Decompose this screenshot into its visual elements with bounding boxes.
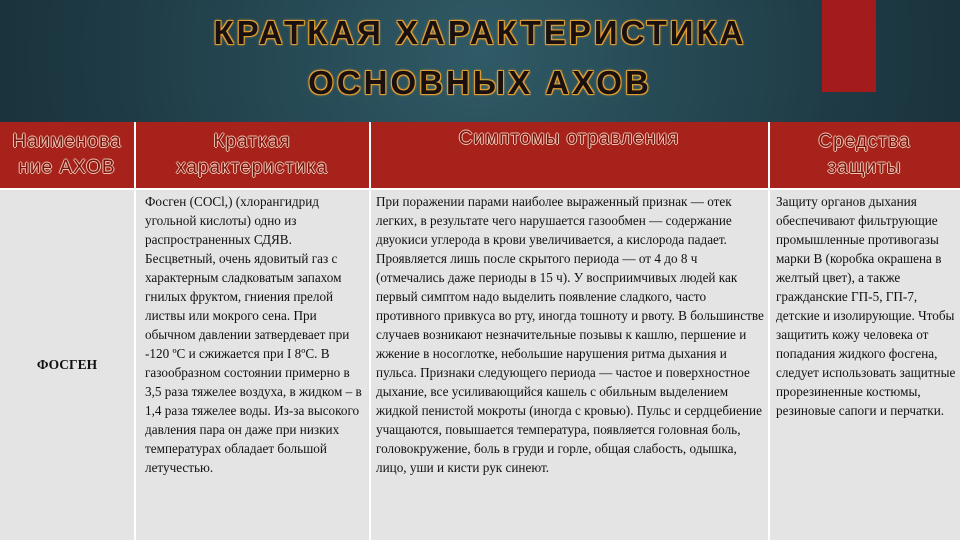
header-characteristic xyxy=(135,122,369,188)
cell-substance-name: ФОСГЕН xyxy=(36,357,98,372)
header-symptoms xyxy=(370,122,768,188)
header-name xyxy=(0,122,134,188)
column-divider xyxy=(134,122,136,540)
column-divider xyxy=(369,122,371,540)
cell-protection: Защиту органов дыхания обеспечивают фильтрующие промышленные противогазы марки В (коробка окрашена в желтый цвет), а также гражданские ГП-5, ГП-7, детские и изолирующие. Чтобы защитить кожу человека от попадания жидкого фосгена, следует использовать защитные прорезиненные костюмы, резиновые сапоги и перчатки. xyxy=(776,194,956,418)
ahov-table xyxy=(0,122,960,540)
header-protection-line2: защиты xyxy=(827,157,902,178)
header-name-line2: ние АХОВ xyxy=(18,157,116,178)
header-characteristic-line1: Краткая xyxy=(213,131,291,152)
header-characteristic-line2: характеристика xyxy=(176,157,328,178)
header-protection-line1: Средства xyxy=(818,131,911,152)
cell-symptoms: При поражении парами наиболее выраженный признак — отек легких, в результате чего нарушается газообмен — содержание двуокиси углерода в крови увеличивается, а кислорода падает. Проявляется лишь после скрытого периода — от 4 до 8 ч (отмечались даже периоды в 15 ч). У восприимчивых людей как первый симптом надо выделить появление сладкого, часто противного привкуса во рту, иногда тошноту и рвоту. В большинстве случаев возникают незначительные позывы к кашлю, першение и жжение в носоглотке, небольшие нарушения ритма дыхания и пульса. Признаки следующего периода — частое и поверхностное дыхание, все усиливающийся кашель с обильным выделением жидкой пенистой мокроты (иногда с кровью). Пульс и сердцебиение учащаются, повышается температура, появляется головная боль, головокружение, боль в груди и горле, общая слабость, одышка, лицо, уши и кисти рук синеют. xyxy=(376,194,764,475)
header-name-line1: Наименова xyxy=(12,131,122,152)
cell-characteristic: Фосген (COCl,) (хлорангидрид угольной кислоты) одно из распространенных СДЯВ. Бесцветный, очень ядовитый газ с характерным сладковатым запахом гнилых фруктом, гниения прелой листвы или мокрого сена. При обычном давлении затвердевает при -120 ºС и сжижается при I 8ºС. В газообразном состоянии примерно в 3,5 раза тяжелее воздуха, в жидком – в 1,4 раза тяжелее воды. Из-за высокого давления пара он даже при низких температурах обладает большой летучестью. xyxy=(145,194,362,475)
title-line-2: ОСНОВНЫХ АХОВ xyxy=(308,64,652,101)
header-symptoms-line1: Симптомы отравления xyxy=(458,128,680,149)
table-header-row xyxy=(0,122,960,188)
header-protection xyxy=(769,122,960,188)
slide-title xyxy=(0,8,960,108)
title-line-1: КРАТКАЯ ХАРАКТЕРИСТИКА xyxy=(213,14,747,51)
column-divider xyxy=(768,122,770,540)
